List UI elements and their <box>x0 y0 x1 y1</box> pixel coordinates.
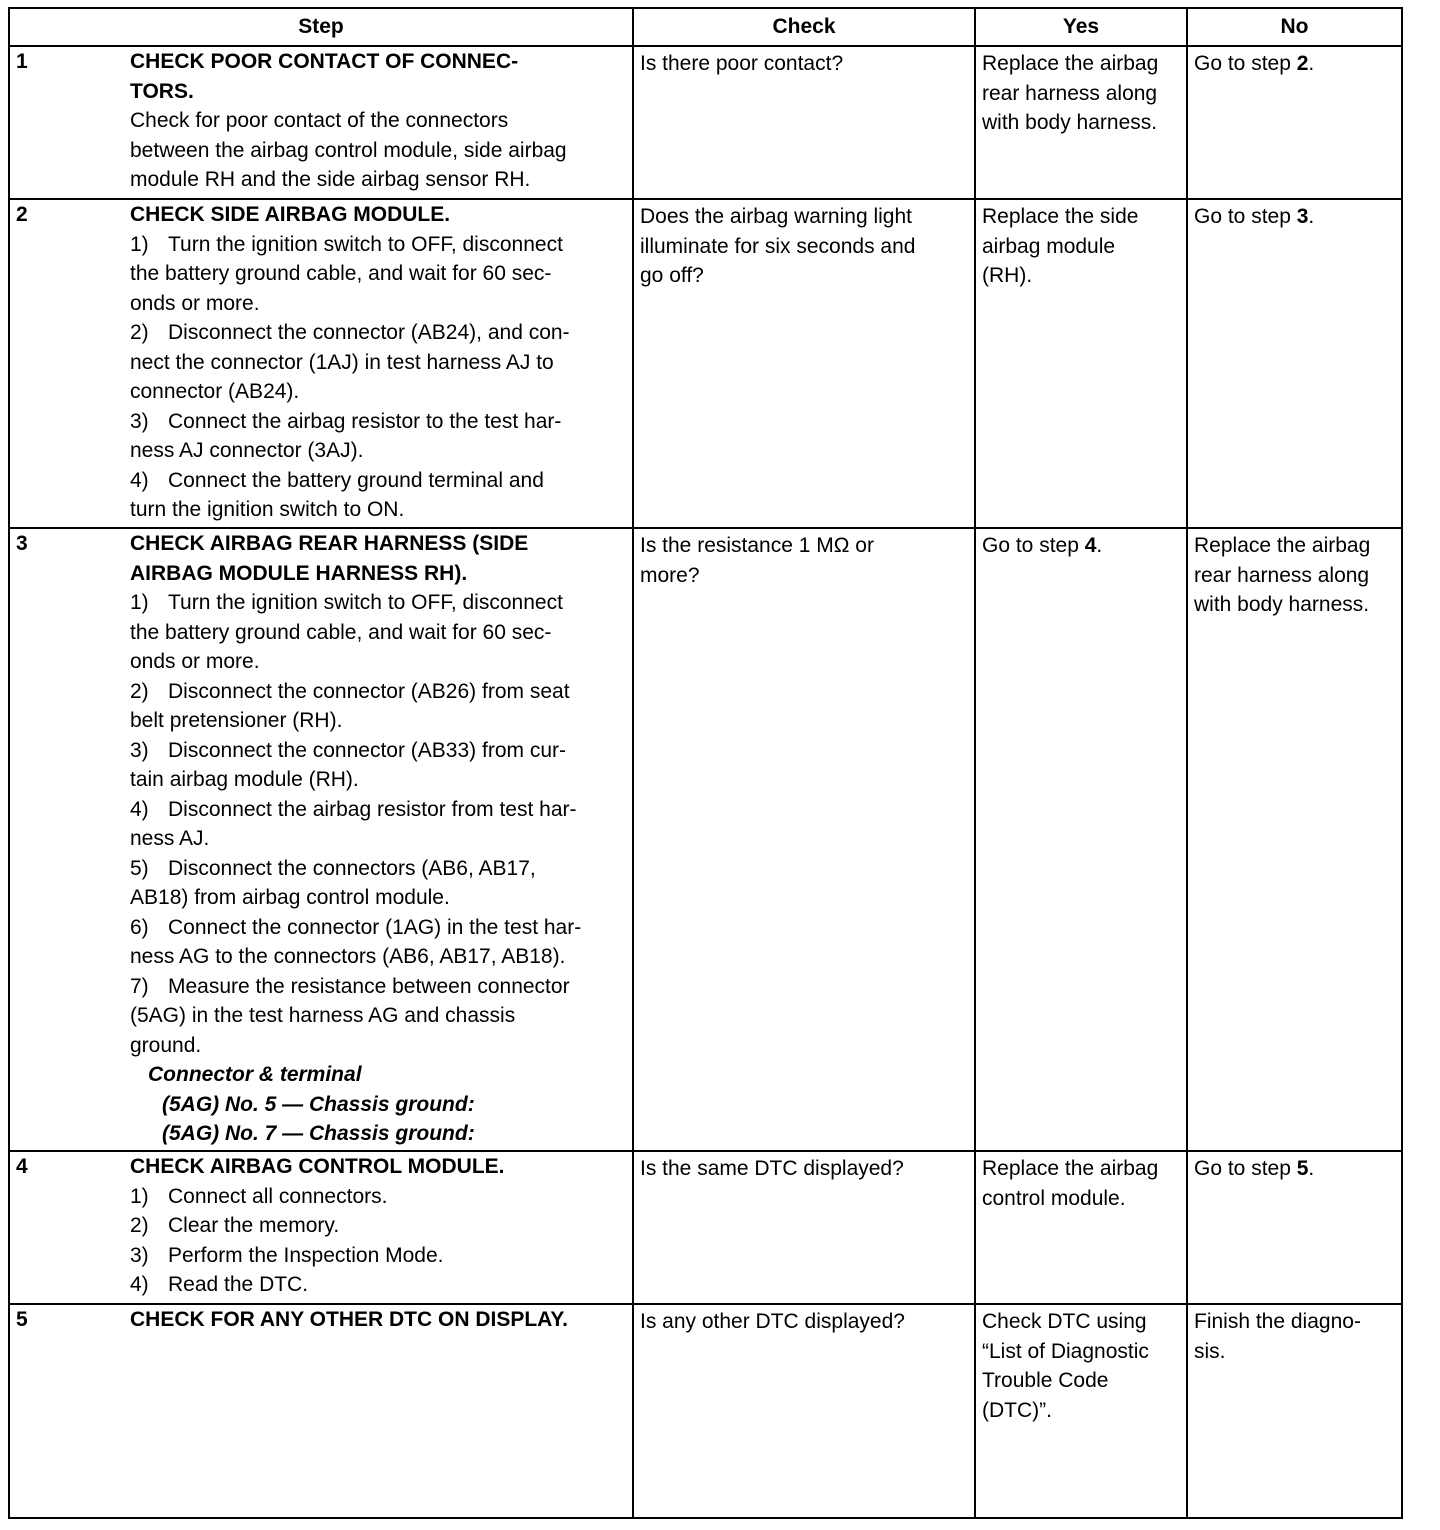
step-cell <box>9 1304 633 1518</box>
table-row <box>9 199 1402 528</box>
step-text: module RH and the side airbag sensor RH. <box>130 168 531 191</box>
step-text: Check for poor contact of the connectors <box>130 109 509 132</box>
substep-number: 4) <box>130 797 149 821</box>
substep-text: Connect the battery ground terminal and <box>168 468 544 492</box>
substep <box>130 795 628 825</box>
substep-text: Read the DTC. <box>168 1273 309 1296</box>
no-step-ref: 3 <box>1296 205 1309 228</box>
yes-cell <box>975 1151 1187 1304</box>
substep-number: 6) <box>130 915 149 939</box>
no-text: Go to step <box>1194 1157 1297 1180</box>
step-cell <box>9 199 633 528</box>
no-text-suffix: . <box>1308 1157 1315 1180</box>
connector-terminal-item: (5AG) No. 5 — Chassis ground: <box>162 1092 475 1116</box>
header-step: Step <box>9 8 633 46</box>
substep-text: (5AG) in the test harness AG and chassis <box>130 1004 516 1027</box>
no-cell <box>1187 1151 1402 1304</box>
step-number: 1 <box>16 50 28 73</box>
substep-text: Connect all connectors. <box>168 1184 388 1208</box>
substep-text: Disconnect the connector (AB33) from cur- <box>168 738 566 762</box>
check-text: Does the airbag warning light <box>640 205 912 228</box>
check-text: more? <box>640 563 700 587</box>
check-cell <box>633 199 975 528</box>
substep-number: 2) <box>130 1214 149 1237</box>
substep-text: Disconnect the connector (AB26) from seat <box>168 679 570 703</box>
substep-number: 5) <box>130 856 149 880</box>
substep <box>130 1211 628 1241</box>
connector-terminal-heading: Connector & terminal <box>148 1063 362 1086</box>
substep <box>130 1270 628 1300</box>
substep-text: turn the ignition switch to ON. <box>130 498 405 521</box>
step-cell <box>9 46 633 199</box>
yes-text: Check DTC using <box>982 1310 1147 1333</box>
yes-text: Replace the airbag <box>982 52 1159 75</box>
table-row <box>9 1304 1402 1518</box>
substep <box>130 466 628 496</box>
substep-number: 3) <box>130 738 149 762</box>
header-yes: Yes <box>975 8 1187 46</box>
no-text: sis. <box>1194 1339 1226 1363</box>
yes-text: rear harness along <box>982 81 1158 105</box>
substep <box>130 230 628 260</box>
check-cell <box>633 1151 975 1304</box>
no-text: Replace the airbag <box>1194 534 1371 557</box>
yes-text-suffix: . <box>1096 534 1103 557</box>
no-cell <box>1187 1304 1402 1518</box>
substep-number: 2) <box>130 321 149 344</box>
substep-text: onds or more. <box>130 650 260 673</box>
no-text: with body harness. <box>1194 593 1370 616</box>
step-number: 4 <box>16 1155 28 1178</box>
header-no: No <box>1187 8 1402 46</box>
substep-text: the battery ground cable, and wait for 60 sec- <box>130 620 552 644</box>
step-title: CHECK FOR ANY OTHER DTC ON DISPLAY. <box>130 1308 568 1331</box>
yes-text: with body harness. <box>982 111 1158 134</box>
yes-text: “List of Diagnostic <box>982 1339 1149 1363</box>
substep <box>130 972 628 1002</box>
step-title: CHECK SIDE AIRBAG MODULE. <box>130 203 451 226</box>
header-check: Check <box>633 8 975 46</box>
no-text: Finish the diagno- <box>1194 1310 1361 1333</box>
no-step-ref: 2 <box>1296 52 1309 75</box>
check-text: Is the same DTC displayed? <box>640 1157 904 1180</box>
substep <box>130 407 628 437</box>
step-title: TORS. <box>130 79 194 103</box>
table-row <box>9 46 1402 199</box>
step-title: CHECK POOR CONTACT OF CONNEC- <box>130 50 519 73</box>
step-title: CHECK AIRBAG REAR HARNESS (SIDE <box>130 532 529 555</box>
yes-text: airbag module <box>982 234 1116 258</box>
substep-text: ness AG to the connectors (AB6, AB17, AB18). <box>130 945 566 968</box>
step-title: AIRBAG MODULE HARNESS RH). <box>130 561 468 585</box>
diagnostic-table <box>8 7 1403 1519</box>
check-text: go off? <box>640 264 704 287</box>
substep-text: connector (AB24). <box>130 380 300 403</box>
substep-text: Perform the Inspection Mode. <box>168 1243 444 1267</box>
check-text: Is the resistance 1 MΩ or <box>640 534 874 557</box>
no-step-ref: 5 <box>1296 1157 1309 1180</box>
substep-number: 3) <box>130 409 149 433</box>
substep <box>130 588 628 618</box>
no-text: Go to step <box>1194 52 1297 75</box>
step-cell <box>9 528 633 1151</box>
substep-text: onds or more. <box>130 291 260 315</box>
substep <box>130 1241 628 1271</box>
substep-text: Clear the memory. <box>168 1214 340 1237</box>
table-row <box>9 1151 1402 1304</box>
substep-number: 7) <box>130 974 149 998</box>
substep <box>130 913 628 943</box>
yes-cell <box>975 528 1187 1151</box>
substep-text: ground. <box>130 1033 202 1057</box>
substep-number: 1) <box>130 591 149 614</box>
no-text-suffix: . <box>1308 205 1315 228</box>
substep-text: Connect the airbag resistor to the test har- <box>168 409 562 433</box>
substep-number: 2) <box>130 679 149 703</box>
substep-text: ness AJ connector (3AJ). <box>130 439 364 462</box>
check-text: Is there poor contact? <box>640 52 844 75</box>
substep-text: Turn the ignition switch to OFF, disconnect <box>168 232 563 256</box>
substep <box>130 736 628 766</box>
substep-text: belt pretensioner (RH). <box>130 709 343 732</box>
step-number: 2 <box>16 203 28 226</box>
yes-text: Replace the side <box>982 205 1139 228</box>
no-text: Go to step <box>1194 205 1297 228</box>
substep-text: the battery ground cable, and wait for 60 sec- <box>130 262 552 285</box>
yes-cell <box>975 46 1187 199</box>
substep-text: tain airbag module (RH). <box>130 768 359 791</box>
substep <box>130 854 628 884</box>
no-cell <box>1187 199 1402 528</box>
step-title: CHECK AIRBAG CONTROL MODULE. <box>130 1155 505 1178</box>
check-text: Is any other DTC displayed? <box>640 1310 905 1333</box>
check-cell <box>633 1304 975 1518</box>
step-number: 5 <box>16 1308 28 1331</box>
yes-step-ref: 4 <box>1084 534 1097 557</box>
substep-text: Connect the connector (1AG) in the test har- <box>168 915 582 939</box>
no-cell <box>1187 46 1402 199</box>
yes-text: Trouble Code <box>982 1369 1109 1392</box>
substep-text: Disconnect the airbag resistor from test har- <box>168 797 577 821</box>
check-cell <box>633 46 975 199</box>
no-text-suffix: . <box>1308 52 1315 75</box>
yes-text: control module. <box>982 1186 1126 1210</box>
header-row <box>9 8 1402 46</box>
yes-text: Go to step <box>982 534 1085 557</box>
substep-number: 4) <box>130 1273 149 1296</box>
substep-text: Measure the resistance between connector <box>168 974 570 998</box>
check-text: illuminate for six seconds and <box>640 234 916 258</box>
substep-text: Disconnect the connector (AB24), and con- <box>168 321 570 344</box>
substep-text: Turn the ignition switch to OFF, disconnect <box>168 591 563 614</box>
no-text: rear harness along <box>1194 563 1370 587</box>
step-cell <box>9 1151 633 1304</box>
check-cell <box>633 528 975 1151</box>
table-row <box>9 528 1402 1151</box>
substep-number: 1) <box>130 232 149 256</box>
substep <box>130 677 628 707</box>
step-text: between the airbag control module, side airbag <box>130 138 567 162</box>
substep-number: 1) <box>130 1184 149 1208</box>
connector-terminal-item: (5AG) No. 7 — Chassis ground: <box>162 1122 475 1145</box>
yes-text: (RH). <box>982 264 1033 287</box>
yes-text: Replace the airbag <box>982 1157 1159 1180</box>
diagnostic-table-sheet <box>8 7 1401 1519</box>
substep-text: ness AJ. <box>130 827 210 850</box>
substep-number: 4) <box>130 468 149 492</box>
no-cell <box>1187 528 1402 1151</box>
substep <box>130 318 628 348</box>
yes-cell <box>975 1304 1187 1518</box>
yes-text: (DTC)”. <box>982 1398 1052 1422</box>
substep-text: AB18) from airbag control module. <box>130 886 450 909</box>
substep-text: Disconnect the connectors (AB6, AB17, <box>168 856 536 880</box>
yes-cell <box>975 199 1187 528</box>
step-number: 3 <box>16 532 28 555</box>
substep-text: nect the connector (1AJ) in test harness AJ to <box>130 350 554 374</box>
substep-number: 3) <box>130 1243 149 1267</box>
substep <box>130 1182 628 1212</box>
